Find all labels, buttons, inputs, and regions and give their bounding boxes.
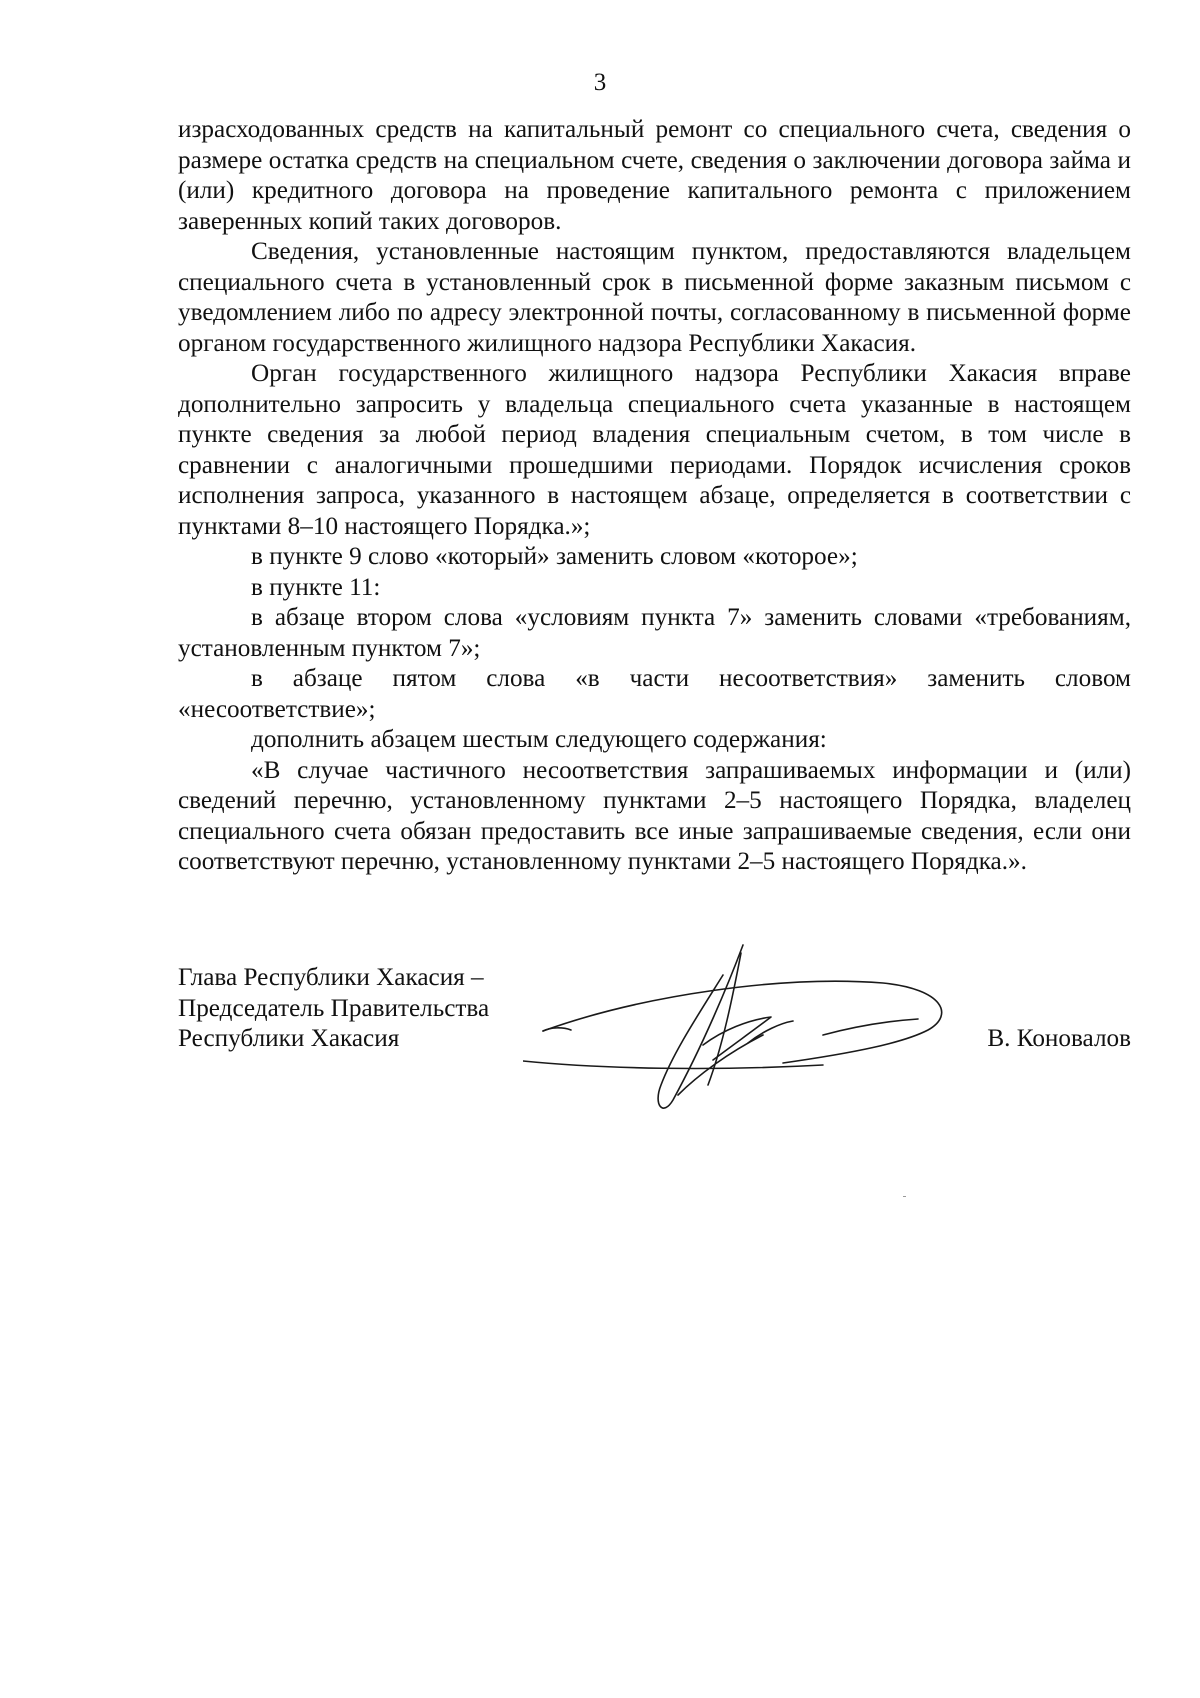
- paragraph-notification: Сведения, установленные настоящим пунктом, предоставляются владельцем специального счета в установленный срок в письменной форме заказным письмом с уведомлением либо по адресу электронной почты, согласованному в письменной форме органом государственного жилищного надзора Республики Хакасия.: [178, 238, 1131, 357]
- paragraph-amend-item-9: в пункте 9 слово «который» заменить словом «которое»;: [251, 543, 858, 570]
- paragraph-amend-fifth-subparagraph: в абзаце пятом слова «в части несоответствия» заменить словом «несоответствие»;: [178, 665, 1131, 723]
- signatory-title-line: Глава Республики Хакасия –: [178, 964, 484, 991]
- paragraph-continuation: израсходованных средств на капитальный ремонт со специального счета, сведения о размере остатка средств на специальном счете, сведения о заключении договора займа и (или) кредитного договора на проведение капитального ремонта с приложением заверенных копий таких договоров.: [178, 116, 1131, 235]
- paragraph-item-11: в пункте 11:: [251, 573, 381, 601]
- paragraph-add-sixth-subparagraph: дополнить абзацем шестым следующего содержания:: [251, 726, 827, 753]
- page-number: 3: [593, 69, 607, 96]
- signatory-title-line: Председатель Правительства: [178, 994, 490, 1022]
- signatory-title-line: Республики Хакасия: [178, 1025, 400, 1052]
- signature-block: [178, 963, 1131, 1133]
- handwritten-signature: [523, 935, 1003, 1115]
- signatory-name: В. Коновалов: [987, 1025, 1131, 1052]
- paragraph-sixth-subparagraph-text: «В случае частичного несоответствия запрашиваемых информации и (или) сведений перечню, установленному пунктами 2–5 настоящего Порядка, владелец специального счета обязан предоставить все иные запрашиваемые сведения, если они соответствуют перечню, установленному пунктами 2–5 настоящего Порядка.».: [178, 756, 1131, 875]
- paragraph-amend-second-subparagraph: в абзаце втором слова «условиям пункта 7» заменить словами «требованиям, установленным пунктом 7»;: [178, 604, 1131, 662]
- document-body: [178, 115, 1131, 878]
- signatory-title: [178, 963, 489, 1055]
- paragraph-inspection-request: Орган государственного жилищного надзора Республики Хакасия вправе дополнительно запросить у владельца специального счета указанные в настоящем пункте сведения за любой период владения специальным счетом, в том числе в сравнении с аналогичными прошедшими периодами. Порядок исчисления сроков исполнения запроса, указанного в настоящем абзаце, определяется в соответствии с пунктами 8–10 настоящего Порядка.»;: [178, 360, 1131, 540]
- scan-speck: [903, 1196, 906, 1197]
